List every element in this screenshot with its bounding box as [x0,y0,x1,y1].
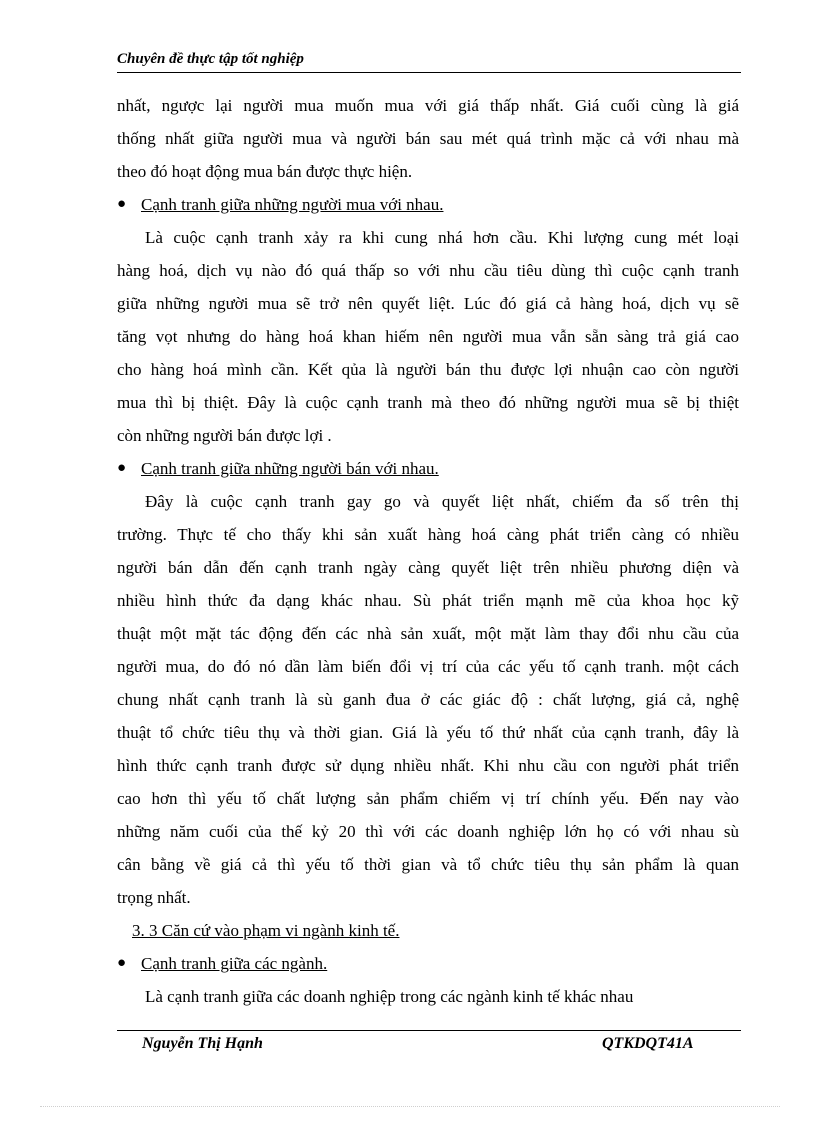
bullet-icon: ● [117,955,127,971]
paragraph-3-line-1: Đây là cuộc cạnh tranh gay go và quyết liệt nhất, chiếm đa số trên thị [145,492,739,511]
bullet-sellers-label: Cạnh tranh giữa những người bán với nhau. [141,459,439,478]
paragraph-3-line-10: cao hơn thì yếu tố chất lượng sản phẩm chiếm vị trí chính yếu. Đến nay vào [117,789,739,808]
section-heading-label: 3. 3 Căn cứ vào phạm vi ngành kinh tế. [132,921,400,940]
paragraph-4-line-1: Là cạnh tranh giữa các doanh nghiệp trong các ngành kinh tế khác nhau [145,987,634,1006]
paragraph-3-line-4: nhiều hình thức đa dạng khác nhau. Sù phát triển mạnh mẽ của khoa học kỹ [117,591,739,610]
paragraph-3-line-9: hình thức cạnh tranh được sử dụng nhiều nhất. Khi nhu cầu con người phát triển [117,756,739,775]
paragraph-3-line-6: người mua, do đó nó dần làm biến đổi vị trí của các yếu tố cạnh tranh. một cách [117,657,739,676]
paragraph-2-line-7: còn những người bán được lợi . [117,426,332,445]
paragraph-1-line-3: theo đó hoạt động mua bán được thực hiện. [117,162,413,181]
footer-author: Nguyễn Thị Hạnh [142,1035,263,1052]
page-header [117,50,741,73]
bullet-industries-label: Cạnh tranh giữa các ngành. [141,954,328,973]
bullet-icon: ● [117,460,127,476]
bullet-item-buyers [117,188,739,221]
header-title: Chuyên đề thực tập tốt nghiệp [117,51,304,67]
paragraph-1-line-1: nhất, ngược lại người mua muốn mua với giá thấp nhất. Giá cuối cùng là giá [117,96,739,115]
paragraph-3-line-5: thuật một mặt tác động đến các nhà sản xuất, một mặt làm thay đổi nhu cầu của [117,624,739,643]
footer-class-code: QTKDQT41A [602,1035,694,1052]
paragraph-2-line-4: tăng vọt nhưng do hàng hoá khan hiếm nên người mua vẫn sẵn sàng trả giá cao [117,327,739,346]
page-edge-divider [40,1106,780,1107]
paragraph-3-line-13: trọng nhất. [117,888,191,907]
paragraph-3-line-2: trường. Thực tế cho thấy khi sản xuất hàng hoá càng phát triển càng có nhiều [117,525,739,544]
paragraph-2-line-6: mua thì bị thiệt. Đây là cuộc cạnh tranh mà theo đó những người mua sẽ bị thiệt [117,393,739,412]
paragraph-2-line-2: hàng hoá, dịch vụ nào đó quá thấp so với nhu cầu tiêu dùng thì cuộc cạnh tranh [117,261,739,280]
paragraph-3-line-12: cân bằng về giá cả thì yếu tố thời gian và tổ chức tiêu thụ sản phẩm là quan [117,855,739,874]
paragraph-3-line-11: những năm cuối của thế kỷ 20 thì với các doanh nghiệp lớn họ có với nhau sù [117,822,739,841]
bullet-icon: ● [117,196,127,212]
paragraph-1-line-2: thống nhất giữa người mua và người bán sau mét quá trình mặc cả với nhau mà [117,129,739,148]
paragraph-3-line-8: thuật tổ chức tiêu thụ và thời gian. Giá là yếu tố thứ nhất của cạnh tranh, đây là [117,723,739,742]
bullet-buyers-label: Cạnh tranh giữa những người mua với nhau. [141,195,444,214]
page-footer [117,1030,741,1052]
bullet-item-sellers [117,452,739,485]
paragraph-2-line-1: Là cuộc cạnh tranh xảy ra khi cung nhá hơn cầu. Khi lượng cung mét loại [145,228,739,247]
paragraph-2-line-3: giữa những người mua sẽ trở nên quyết liệt. Lúc đó giá cả hàng hoá, dịch vụ sẽ [117,294,739,313]
bullet-item-industries [117,947,739,980]
paragraph-3-line-3: người bán dẫn đến cạnh tranh ngày càng quyết liệt trên nhiều phương diện và [117,558,739,577]
document-body [117,89,739,1013]
section-heading-3-3 [117,914,739,947]
paragraph-2-line-5: cho hàng hoá mình cần. Kết qủa là người bán thu được lợi nhuận cao còn người [117,360,739,379]
paragraph-3-line-7: chung nhất cạnh tranh là sù ganh đua ở các giác độ : chất lượng, giá cả, nghệ [117,690,739,709]
